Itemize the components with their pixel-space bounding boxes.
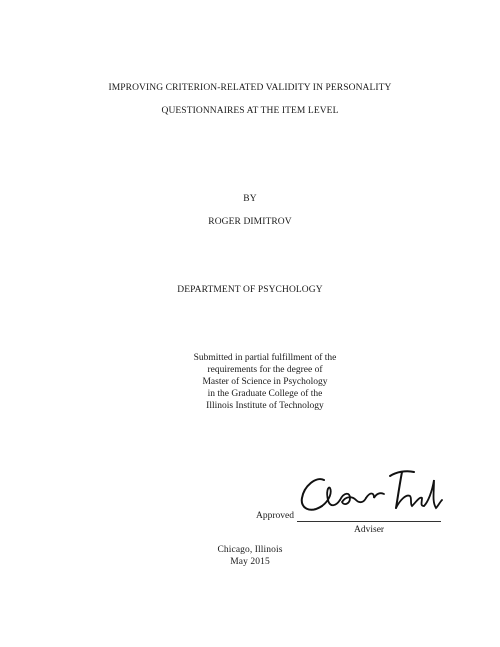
adviser-label: Adviser <box>354 525 385 535</box>
date: May 2015 <box>230 557 270 567</box>
submission-line: in the Graduate College of the <box>207 389 323 399</box>
approval-row <box>0 510 500 535</box>
by-label: BY <box>243 194 257 204</box>
location: Chicago, Illinois <box>217 545 283 555</box>
title-line-1: IMPROVING CRITERION-RELATED VALIDITY IN PERSONALITY <box>108 83 392 93</box>
department-name: DEPARTMENT OF PSYCHOLOGY <box>177 285 323 295</box>
approved-label: Approved <box>256 511 294 521</box>
submission-line: requirements for the degree of <box>207 365 323 375</box>
submission-line: Illinois Institute of Technology <box>206 401 324 411</box>
author-name: ROGER DIMITROV <box>208 217 292 227</box>
submission-statement <box>0 352 500 412</box>
signature-line <box>297 521 441 522</box>
submission-line: Submitted in partial fulfillment of the <box>193 353 337 363</box>
submission-line: Master of Science in Psychology <box>202 377 328 387</box>
title-line-2: QUESTIONNAIRES AT THE ITEM LEVEL <box>161 106 339 116</box>
